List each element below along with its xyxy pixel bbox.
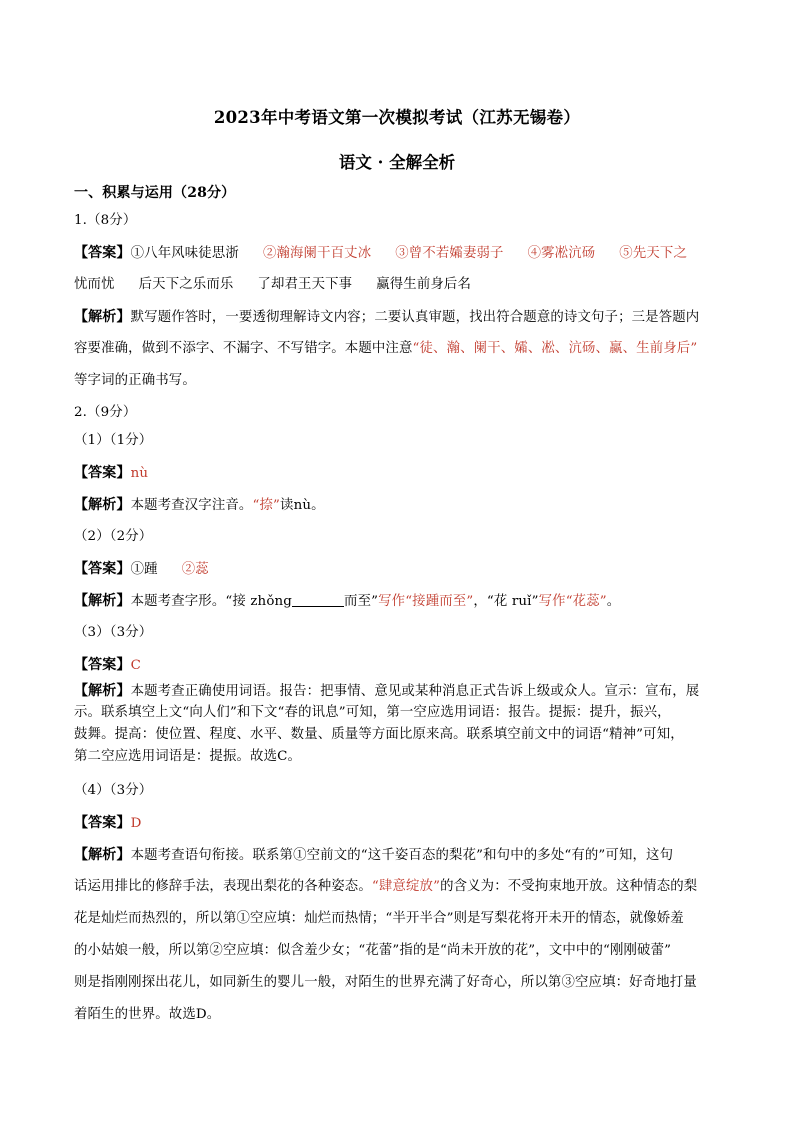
q1-analysis-line-3: 等字词的正确书写。 [74, 373, 196, 388]
answer-tag: 【答案】 [74, 245, 131, 261]
q2-3-analysis-3: 鼓舞。提高：使位置、程度、水平、数量、质量等方面比原来高。联系填空前文中的词语“精神”可知， [74, 727, 684, 742]
q2-2-answer [74, 559, 724, 580]
q2-2-analysis [74, 591, 724, 612]
q1-answer-line [74, 243, 724, 264]
q2-4-answer [74, 813, 724, 834]
q2-1-analysis-c: 读nù。 [280, 498, 325, 513]
q1-answer-1: ①八年风味徒思浙 [130, 246, 239, 261]
q2-1-answer [74, 463, 724, 484]
q1-answer-line-2 [74, 275, 724, 295]
q2-4-analysis-6: 着陌生的世界。故选D。 [74, 1007, 221, 1022]
q2-4-analysis-1 [74, 845, 724, 866]
q2-2-analysis-f: 。 [606, 594, 621, 609]
question-2-label: 2.（9分） [74, 405, 137, 420]
q1-analysis-text-1: 默写题作答时，一要透彻理解诗文内容；二要认真审题，找出符合题意的诗文句子；三是答题内 [130, 310, 700, 325]
q2-2-analysis-c: 写作“接踵而至” [378, 594, 474, 609]
analysis-tag: 【解析】 [74, 309, 131, 325]
q2-2-analysis-e: 写作“花蕊” [538, 594, 607, 609]
q2-3-answer-value: C [130, 658, 142, 673]
q1-analysis-text-2b: “徒、瀚、阑干、孀、凇、沆砀、赢、生前身后” [412, 341, 698, 356]
q2-1-label: （1）（1分） [74, 433, 153, 448]
q2-2-analysis-d: ，“花 ruǐ” [473, 594, 539, 609]
q1-analysis-text-2a: 容要准确，做到不添字、不漏字、不写错字。本题中注意 [74, 341, 413, 356]
answer-tag: 【答案】 [74, 465, 131, 481]
q2-4-analysis-3: 花是灿烂而热烈的，所以第①空应填：灿烂而热情；“半开半合”则是写梨花将开未开的情态，就像娇羞 [74, 911, 684, 926]
answer-tag: 【答案】 [74, 561, 131, 577]
q1-answer-5: ⑤先天下之 [619, 246, 687, 261]
q1-answer-6: 了却君王天下事 [257, 277, 353, 292]
q2-4-analysis-text-2a: 话运用排比的修辞手法，表现出梨花的各种姿态。 [74, 879, 372, 894]
q1-answer-2: ②瀚海阑干百丈冰 [262, 246, 372, 261]
q2-1-analysis-b: “捺” [252, 498, 281, 513]
q2-2-analysis-b: 而至” [344, 594, 379, 609]
q2-4-analysis-text-2b: “肆意绽放” [371, 879, 441, 894]
q2-4-analysis-text-2c: 的含义为：不受拘束地开放。这种情态的梨 [440, 879, 698, 894]
q1-analysis-line-2 [74, 339, 724, 359]
fill-blank [292, 592, 344, 607]
q2-3-analysis-text-1: 本题考查正确使用词语。报告：把事情、意见或某种消息正式告诉上级或众人。宣示：宣布，展 [130, 684, 700, 699]
q2-4-answer-value: D [130, 816, 142, 831]
q1-answer-4: ④雾凇沆砀 [527, 246, 596, 261]
answer-tag: 【答案】 [74, 657, 131, 673]
page-subtitle: 语文 · 全解全析 [338, 153, 456, 172]
analysis-tag: 【解析】 [74, 593, 131, 609]
analysis-tag: 【解析】 [74, 497, 131, 513]
q2-2-label: （2）（2分） [74, 529, 153, 544]
q2-1-answer-value: nù [130, 466, 149, 481]
q2-4-analysis-text-1: 本题考查语句衔接。联系第①空前文的“这千姿百态的梨花”和句中的多处“有的”可知，这句 [130, 848, 674, 863]
q2-4-label: （4）（3分） [74, 783, 153, 798]
page-title: 2023年中考语文第一次模拟考试（江苏无锡卷） [213, 108, 581, 127]
q2-4-analysis-5: 则是指刚刚探出花儿，如同新生的婴儿一般，对陌生的世界充满了好奇心，所以第③空应填：好奇地打量 [74, 975, 697, 990]
q1-answer-5-cont-b: 后天下之乐而乐 [138, 277, 234, 292]
q2-3-label: （3）（3分） [74, 625, 153, 640]
q1-answer-3: ③曾不若孀妻弱子 [395, 246, 504, 261]
q1-answer-5-cont: 忧而忧 [74, 277, 115, 292]
q2-3-answer [74, 655, 724, 676]
q2-2-analysis-a: 本题考查字形。“接 zhǒng [130, 594, 293, 609]
question-1-label: 1.（8分） [74, 213, 137, 228]
analysis-tag: 【解析】 [74, 847, 131, 863]
q2-1-analysis-a: 本题考查汉字注音。 [130, 498, 253, 513]
analysis-tag: 【解析】 [74, 683, 131, 699]
q1-analysis-line-1 [74, 307, 724, 328]
q2-3-analysis-1 [74, 681, 724, 702]
q2-4-analysis-2 [74, 877, 724, 897]
q2-4-analysis-4: 的小姑娘一般，所以第②空应填：似含羞少女；“花蕾”指的是“尚未开放的花”，文中中的“刚刚破蕾” [74, 943, 672, 958]
q2-2-answer-2: ②蕊 [181, 562, 209, 577]
q2-3-analysis-4: 第二空应选用词语是：提振。故选C。 [74, 749, 302, 764]
answer-tag: 【答案】 [74, 815, 131, 831]
q2-3-analysis-2: 示。联系填空上文“向人们”和下文“春的讯息”可知，第一空应选用词语：报告。提振：提升，振兴， [74, 705, 671, 720]
section-heading: 一、积累与运用（28分） [74, 185, 236, 201]
q1-answer-7: 赢得生前身后名 [376, 277, 472, 292]
q2-2-answer-1: ①踵 [130, 562, 158, 577]
q2-1-analysis [74, 495, 724, 516]
